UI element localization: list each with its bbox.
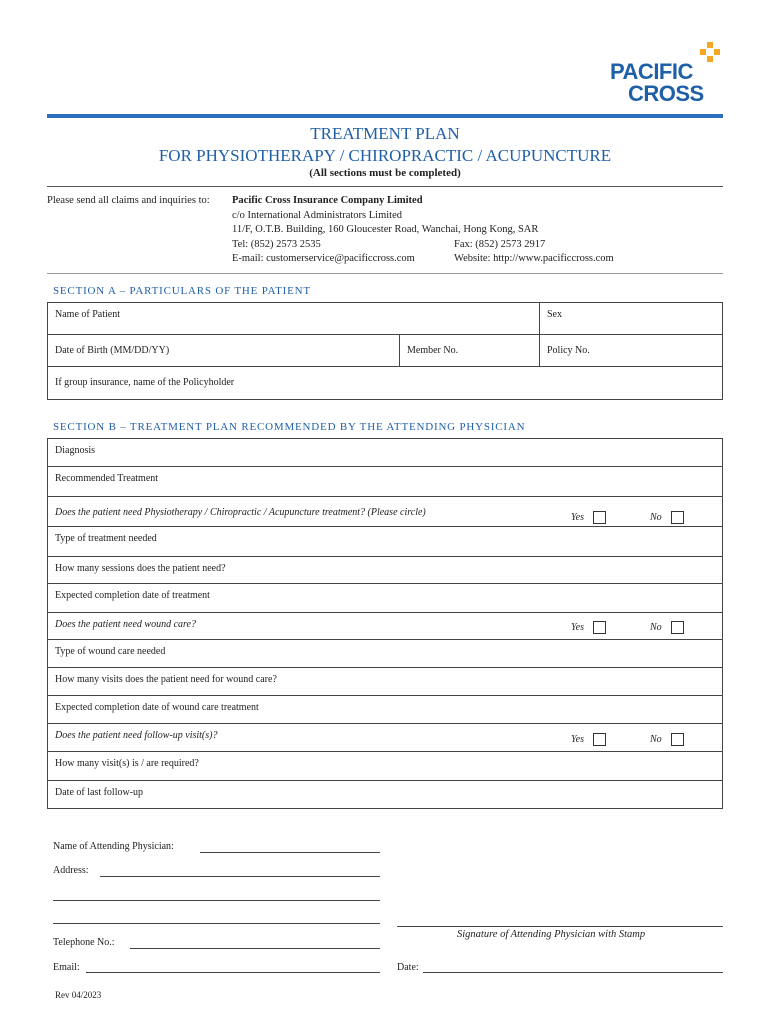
page-subtitle: (All sections must be completed) bbox=[309, 167, 461, 179]
treatment-question bbox=[48, 497, 723, 527]
completion-date-field[interactable] bbox=[48, 584, 723, 613]
signature-label: Signature of Attending Physician with Stamp bbox=[457, 929, 646, 940]
contact-tel: Tel: (852) 2573 2535 bbox=[232, 238, 321, 250]
patient-name-field[interactable] bbox=[48, 303, 540, 335]
field-label: Type of wound care needed bbox=[55, 646, 166, 657]
field-label: Date of Birth (MM/DD/YY) bbox=[55, 345, 170, 356]
follow-up-no-checkbox[interactable] bbox=[671, 733, 684, 746]
question-label: Does the patient need wound care? bbox=[55, 619, 196, 630]
field-label: Date of last follow-up bbox=[55, 787, 144, 798]
field-label: Policy No. bbox=[547, 345, 590, 356]
telephone-label: Telephone No.: bbox=[53, 937, 115, 948]
yes-label: Yes bbox=[571, 622, 584, 633]
company-name: Pacific Cross Insurance Company Limited bbox=[232, 195, 423, 206]
yes-label: Yes bbox=[571, 512, 584, 523]
contact-line2: c/o International Administrators Limited bbox=[232, 209, 403, 221]
contact-email: E-mail: customerservice@pacificcross.com bbox=[232, 253, 415, 264]
diagnosis-field[interactable] bbox=[48, 439, 723, 467]
field-label: Type of treatment needed bbox=[55, 533, 157, 544]
question-label: Does the patient need follow-up visit(s)? bbox=[55, 730, 218, 741]
field-label: Recommended Treatment bbox=[55, 473, 159, 484]
field-label: If group insurance, name of the Policyholder bbox=[55, 377, 235, 388]
wound-care-yes-checkbox[interactable] bbox=[593, 621, 606, 634]
header-rule bbox=[47, 114, 723, 118]
question-label: Does the patient need Physiotherapy / Chiropractic / Acupuncture treatment? (Please circle) bbox=[55, 507, 426, 518]
wound-care-no-checkbox[interactable] bbox=[671, 621, 684, 634]
member-no-field[interactable] bbox=[400, 335, 540, 367]
address-line[interactable] bbox=[100, 876, 380, 877]
section-b-title: SECTION B – TREATMENT PLAN RECOMMENDED BY THE ATTENDING PHYSICIAN bbox=[53, 421, 526, 433]
no-label: No bbox=[650, 622, 662, 633]
email-line[interactable] bbox=[86, 972, 380, 973]
field-label: Sex bbox=[547, 309, 562, 320]
physician-name-label: Name of Attending Physician: bbox=[53, 841, 174, 852]
last-follow-up-field[interactable] bbox=[48, 781, 723, 809]
divider bbox=[47, 273, 723, 274]
divider bbox=[47, 186, 723, 187]
section-a-title: SECTION A – PARTICULARS OF THE PATIENT bbox=[53, 285, 311, 297]
page-title-line2: FOR PHYSIOTHERAPY / CHIROPRACTIC / ACUPUNCTURE bbox=[158, 146, 612, 165]
telephone-line[interactable] bbox=[130, 948, 380, 949]
treatment-type-field[interactable] bbox=[48, 527, 723, 557]
follow-up-count-field[interactable] bbox=[48, 752, 723, 781]
field-label: Diagnosis bbox=[55, 445, 95, 456]
contact-fax: Fax: (852) 2573 2917 bbox=[454, 238, 546, 250]
date-line[interactable] bbox=[423, 972, 723, 973]
signature-line[interactable] bbox=[397, 926, 723, 927]
no-label: No bbox=[650, 734, 662, 745]
cross-logo-icon bbox=[700, 42, 722, 64]
email-label: Email: bbox=[53, 962, 80, 973]
field-label: How many visit(s) is / are required? bbox=[55, 758, 199, 769]
follow-up-yes-checkbox[interactable] bbox=[593, 733, 606, 746]
yes-label: Yes bbox=[571, 734, 584, 745]
field-label: Expected completion date of wound care treatment bbox=[55, 702, 259, 713]
treatment-yes-checkbox[interactable] bbox=[593, 511, 606, 524]
contact-address: 11/F, O.T.B. Building, 160 Gloucester Road, Wanchai, Hong Kong, SAR bbox=[232, 224, 539, 235]
address-line-2[interactable] bbox=[53, 900, 380, 901]
address-label: Address: bbox=[53, 865, 89, 876]
wound-care-completion-field[interactable] bbox=[48, 696, 723, 724]
wound-care-question bbox=[48, 613, 723, 640]
no-label: No bbox=[650, 512, 662, 523]
contact-intro: Please send all claims and inquiries to: bbox=[47, 195, 210, 206]
company-logo bbox=[600, 42, 730, 104]
field-label: Member No. bbox=[407, 345, 459, 356]
section-b-table bbox=[47, 438, 723, 809]
sex-field[interactable] bbox=[540, 303, 723, 335]
follow-up-question bbox=[48, 724, 723, 752]
logo-line1: PACIFIC bbox=[610, 59, 693, 84]
logo-line2: CROSS bbox=[628, 81, 704, 106]
section-a-table bbox=[47, 302, 723, 400]
dob-field[interactable] bbox=[48, 335, 400, 367]
treatment-no-checkbox[interactable] bbox=[671, 511, 684, 524]
address-line-3[interactable] bbox=[53, 923, 380, 924]
page-title: TREATMENT PLAN bbox=[310, 124, 460, 143]
wound-care-visits-field[interactable] bbox=[48, 668, 723, 696]
physician-name-line[interactable] bbox=[200, 852, 380, 853]
field-label: Expected completion date of treatment bbox=[55, 590, 210, 601]
revision-label: Rev 04/2023 bbox=[55, 990, 102, 1000]
field-label: How many visits does the patient need for wound care? bbox=[55, 674, 277, 685]
contact-website: Website: http://www.pacificcross.com bbox=[454, 253, 614, 264]
policy-no-field[interactable] bbox=[540, 335, 723, 367]
sessions-field[interactable] bbox=[48, 557, 723, 584]
field-label: Name of Patient bbox=[55, 309, 120, 320]
field-label: How many sessions does the patient need? bbox=[55, 563, 226, 574]
policyholder-field[interactable] bbox=[48, 367, 723, 400]
wound-care-type-field[interactable] bbox=[48, 640, 723, 668]
recommended-treatment-field[interactable] bbox=[48, 467, 723, 497]
date-label: Date: bbox=[397, 962, 419, 973]
